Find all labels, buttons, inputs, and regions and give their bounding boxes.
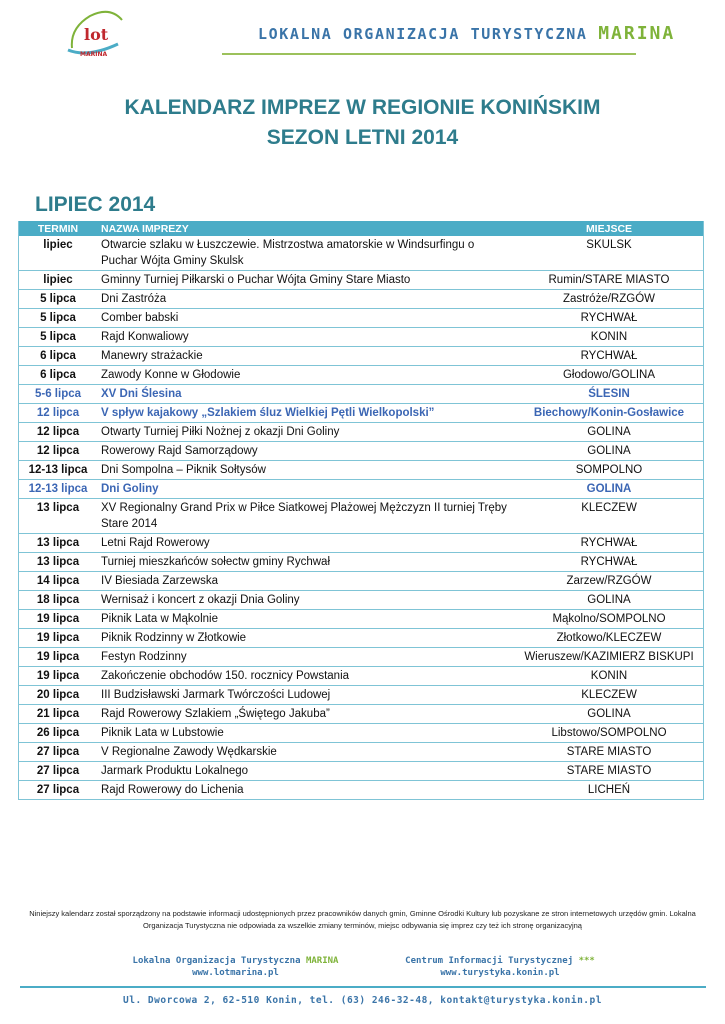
table-row	[19, 553, 704, 572]
event-date: 12-13 lipca	[19, 461, 98, 480]
event-name: Dni Zastróża	[97, 290, 515, 309]
logo-text: lot	[84, 25, 109, 44]
event-date: lipiec	[19, 236, 98, 271]
event-place: ŚLESIN	[515, 385, 704, 404]
event-date: 13 lipca	[19, 534, 98, 553]
event-date: 5 lipca	[19, 290, 98, 309]
event-date: 5-6 lipca	[19, 385, 98, 404]
events-table	[18, 221, 704, 800]
event-place: Wieruszew/KAZIMIERZ BISKUPI	[515, 648, 704, 667]
event-name: Rowerowy Rajd Samorządowy	[97, 442, 515, 461]
event-date: 26 lipca	[19, 724, 98, 743]
table-row	[19, 724, 704, 743]
event-name: XV Dni Ślesina	[97, 385, 515, 404]
event-name: Wernisaż i koncert z okazji Dnia Goliny	[97, 591, 515, 610]
lot-marina-logo	[60, 8, 130, 60]
event-name: Zakończenie obchodów 150. rocznicy Powstania	[97, 667, 515, 686]
footer-rule	[20, 986, 706, 988]
table-row	[19, 686, 704, 705]
event-place: GOLINA	[515, 442, 704, 461]
event-name: IV Biesiada Zarzewska	[97, 572, 515, 591]
event-name: Festyn Rodzinny	[97, 648, 515, 667]
event-date: 13 lipca	[19, 553, 98, 572]
event-date: 14 lipca	[19, 572, 98, 591]
event-name: III Budzisławski Jarmark Twórczości Ludowej	[97, 686, 515, 705]
event-place: RYCHWAŁ	[515, 309, 704, 328]
table-row	[19, 572, 704, 591]
event-name: XV Regionalny Grand Prix w Piłce Siatkowej Plażowej Mężczyzn II turniej Tręby Stare 2014	[97, 499, 515, 534]
table-row	[19, 781, 704, 800]
table-row	[19, 347, 704, 366]
event-place: RYCHWAŁ	[515, 347, 704, 366]
event-place: SKULSK	[515, 236, 704, 271]
event-place: Głodowo/GOLINA	[515, 366, 704, 385]
event-date: lipiec	[19, 271, 98, 290]
event-place: Zarzew/RZGÓW	[515, 572, 704, 591]
month-heading: LIPIEC 2014	[35, 193, 156, 216]
event-place: GOLINA	[515, 423, 704, 442]
event-name: Manewry strażackie	[97, 347, 515, 366]
event-place: KLECZEW	[515, 686, 704, 705]
table-row	[19, 648, 704, 667]
event-date: 12 lipca	[19, 442, 98, 461]
event-date: 19 lipca	[19, 648, 98, 667]
event-name: Turniej mieszkańców sołectw gminy Rychwał	[97, 553, 515, 572]
event-date: 6 lipca	[19, 366, 98, 385]
event-place: STARE MIASTO	[515, 762, 704, 781]
logo-sub: MARINA	[80, 51, 108, 58]
event-place: Złotkowo/KLECZEW	[515, 629, 704, 648]
event-date: 5 lipca	[19, 328, 98, 347]
table-row	[19, 762, 704, 781]
event-name: Zawody Konne w Głodowie	[97, 366, 515, 385]
event-place: Rumin/STARE MIASTO	[515, 271, 704, 290]
event-place: GOLINA	[515, 480, 704, 499]
footer-url-cit[interactable]: www.turystyka.konin.pl	[440, 968, 560, 978]
event-name: Dni Goliny	[97, 480, 515, 499]
table-row	[19, 385, 704, 404]
event-date: 20 lipca	[19, 686, 98, 705]
event-name: Otwarcie szlaku w Łuszczewie. Mistrzostwa amatorskie w Windsurfingu o Puchar Wójta Gminy Skulsk	[97, 236, 515, 271]
event-name: Rajd Rowerowy Szlakiem „Świętego Jakuba”	[97, 705, 515, 724]
table-row	[19, 404, 704, 423]
page-header	[0, 0, 725, 60]
table-row	[19, 667, 704, 686]
event-name: Comber babski	[97, 309, 515, 328]
table-row	[19, 480, 704, 499]
event-name: Piknik Lata w Mąkolnie	[97, 610, 515, 629]
table-row	[19, 461, 704, 480]
table-row	[19, 309, 704, 328]
table-row	[19, 236, 704, 271]
disclaimer-note: Niniejszy kalendarz został sporządzony na podstawie informacji udostępnionych przez pracowników danych gmin, Gminne Ośrodki Kultury lub pozyskane ze stron internetowych urzędów gmin. Lokalna Organizacja Turystyczna nie odpowiada za wszelkie zmiany terminów, miejsc odbywania się imprez czy też ich stronę organizacyjną	[29, 909, 696, 930]
event-date: 19 lipca	[19, 629, 98, 648]
event-place: Zastróże/RZGÓW	[515, 290, 704, 309]
event-date: 19 lipca	[19, 610, 98, 629]
event-place: GOLINA	[515, 705, 704, 724]
event-place: SOMPOLNO	[515, 461, 704, 480]
event-place: Libstowo/SOMPOLNO	[515, 724, 704, 743]
org-name: LOKALNA ORGANIZACJA TURYSTYCZNA MARINA	[258, 23, 676, 44]
footer-address: Ul. Dworcowa 2, 62-510 Konin, tel. (63) 246-32-48, kontakt@turystyka.konin.pl	[123, 995, 602, 1006]
event-name: Piknik Rodzinny w Złotkowie	[97, 629, 515, 648]
event-name: Letni Rajd Rowerowy	[97, 534, 515, 553]
event-date: 6 lipca	[19, 347, 98, 366]
page-title: KALENDARZ IMPREZ W REGIONIE KONIŃSKIM	[124, 96, 601, 119]
event-date: 27 lipca	[19, 781, 98, 800]
col-header-place: MIEJSCE	[515, 221, 704, 236]
event-place: RYCHWAŁ	[515, 534, 704, 553]
event-place: GOLINA	[515, 591, 704, 610]
footer-lot: Lokalna Organizacja Turystyczna MARINA www.lotmarina.pl	[118, 956, 353, 978]
event-date: 19 lipca	[19, 667, 98, 686]
col-header-name: NAZWA IMPREZY	[97, 221, 515, 236]
table-row	[19, 499, 704, 534]
event-place: STARE MIASTO	[515, 743, 704, 762]
event-date: 5 lipca	[19, 309, 98, 328]
event-date: 27 lipca	[19, 743, 98, 762]
table-row	[19, 366, 704, 385]
event-place: KLECZEW	[515, 499, 704, 534]
table-row	[19, 610, 704, 629]
event-date: 12 lipca	[19, 404, 98, 423]
event-name: Rajd Rowerowy do Lichenia	[97, 781, 515, 800]
event-place: Biechowy/Konin-Gosławice	[515, 404, 704, 423]
event-date: 12-13 lipca	[19, 480, 98, 499]
event-name: Otwarty Turniej Piłki Nożnej z okazji Dni Goliny	[97, 423, 515, 442]
event-place: KONIN	[515, 667, 704, 686]
table-row	[19, 629, 704, 648]
event-name: Gminny Turniej Piłkarski o Puchar Wójta Gminy Stare Miasto	[97, 271, 515, 290]
event-name: Dni Sompolna – Piknik Sołtysów	[97, 461, 515, 480]
event-name: Rajd Konwaliowy	[97, 328, 515, 347]
table-header-row	[19, 221, 704, 236]
event-place: Mąkolno/SOMPOLNO	[515, 610, 704, 629]
event-place: KONIN	[515, 328, 704, 347]
event-date: 27 lipca	[19, 762, 98, 781]
col-header-date: TERMIN	[19, 221, 98, 236]
header-rule	[222, 53, 636, 55]
footer-url-lot[interactable]: www.lotmarina.pl	[192, 968, 279, 978]
table-row	[19, 743, 704, 762]
table-row	[19, 534, 704, 553]
event-name: Jarmark Produktu Lokalnego	[97, 762, 515, 781]
event-date: 12 lipca	[19, 423, 98, 442]
table-row	[19, 591, 704, 610]
event-date: 21 lipca	[19, 705, 98, 724]
event-date: 13 lipca	[19, 499, 98, 534]
table-row	[19, 705, 704, 724]
table-row	[19, 423, 704, 442]
table-row	[19, 290, 704, 309]
table-row	[19, 328, 704, 347]
footer-cit: Centrum Informacji Turystycznej *** www.turystyka.konin.pl	[390, 956, 610, 978]
event-name: V spływ kajakowy „Szlakiem śluz Wielkiej Pętli Wielkopolski”	[97, 404, 515, 423]
table-row	[19, 271, 704, 290]
event-place: RYCHWAŁ	[515, 553, 704, 572]
event-date: 18 lipca	[19, 591, 98, 610]
event-name: Piknik Lata w Lubstowie	[97, 724, 515, 743]
page-subtitle: SEZON LETNI 2014	[266, 126, 459, 149]
event-place: LICHEŃ	[515, 781, 704, 800]
event-name: V Regionalne Zawody Wędkarskie	[97, 743, 515, 762]
table-row	[19, 442, 704, 461]
